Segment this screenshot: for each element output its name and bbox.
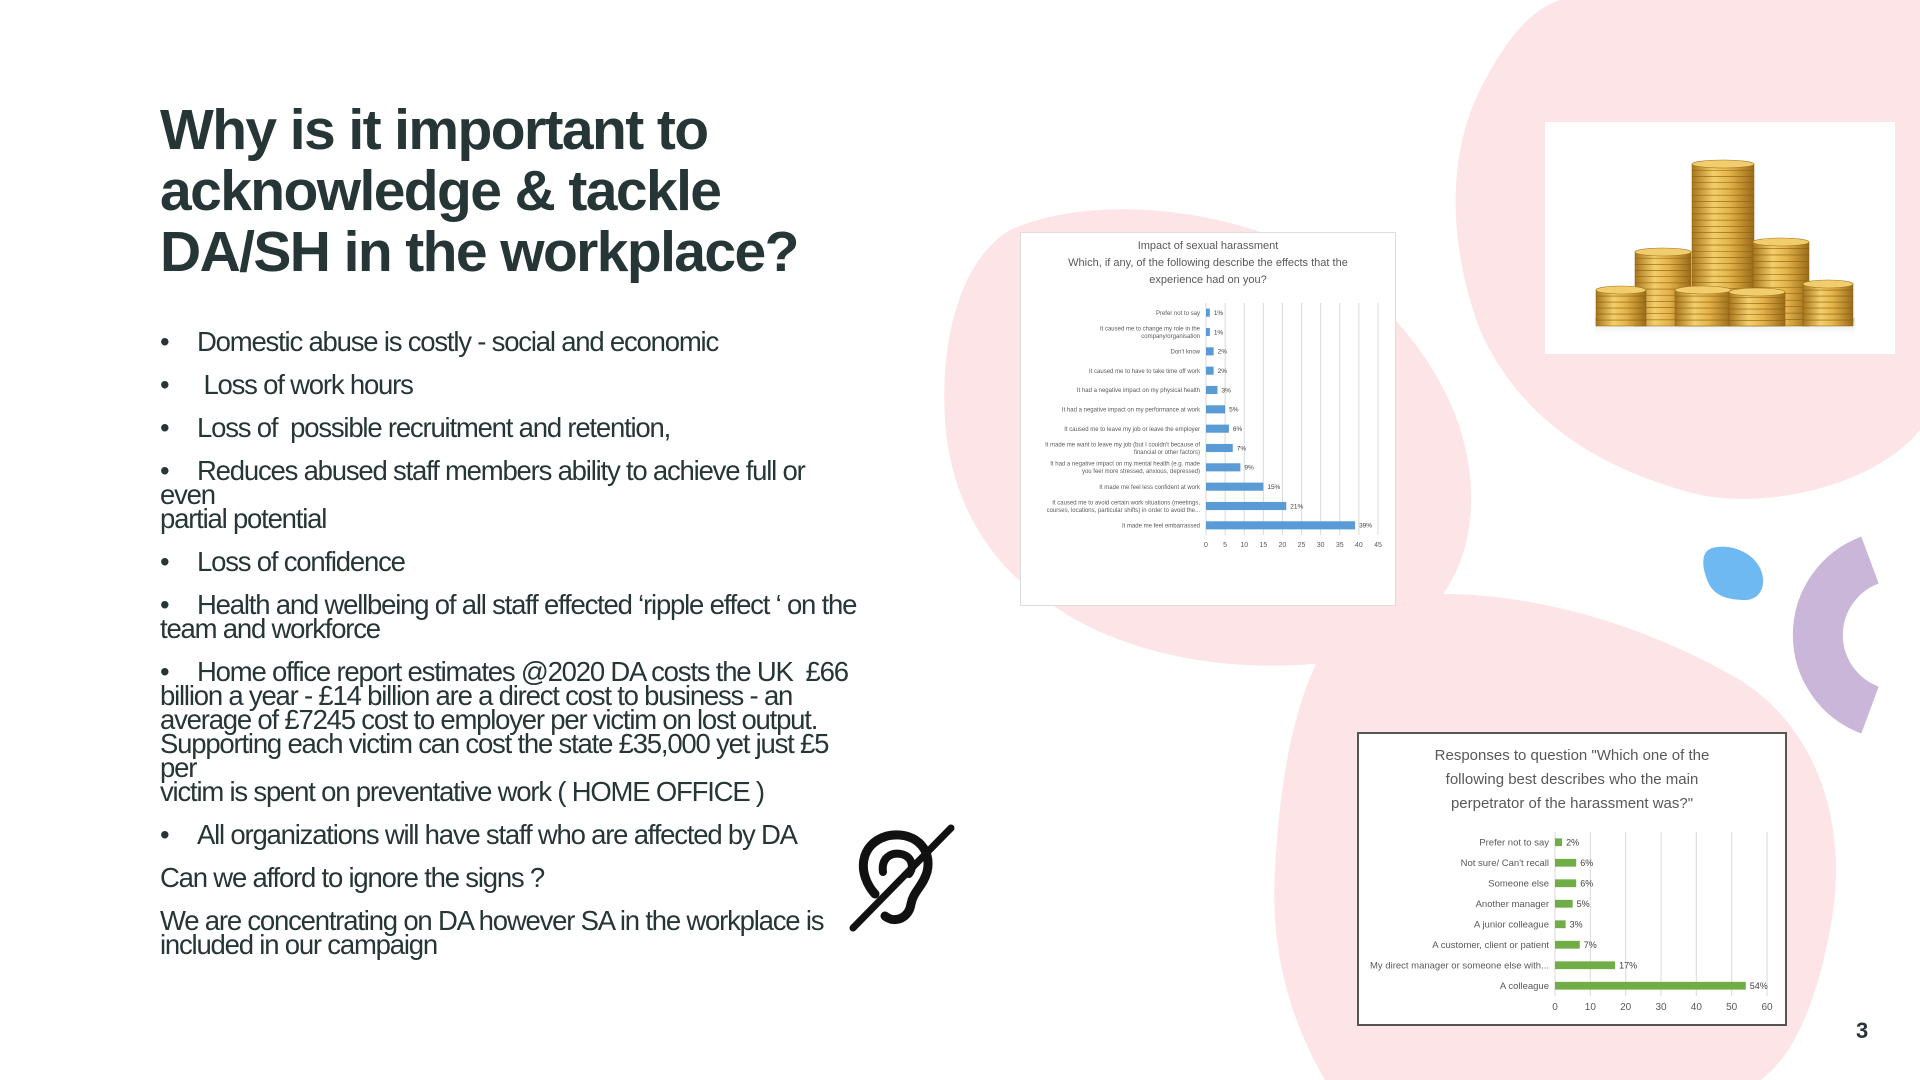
- coin: [1803, 314, 1853, 320]
- coin: [1729, 315, 1785, 321]
- chart-title-line: Impact of sexual harassment: [1137, 240, 1279, 252]
- deaf-ear-icon: [845, 822, 957, 934]
- bar-value-label: 6%: [1232, 425, 1243, 433]
- coin: [1635, 271, 1691, 277]
- x-tick-label: 45: [1374, 542, 1382, 549]
- bar: [1206, 309, 1210, 317]
- bullet-item: [160, 819, 860, 850]
- coin-top: [1596, 286, 1646, 294]
- coin: [1692, 257, 1754, 263]
- coin: [1596, 314, 1646, 320]
- x-tick-label: 50: [1726, 1002, 1738, 1013]
- category-label: courses, locations, particular shifts) in order to avoid the...: [1046, 507, 1200, 514]
- bullet-text: Health and wellbeing of all staff effected ‘ripple effect ‘ on the: [197, 589, 857, 620]
- category-label: It caused me to avoid certain work situations (meetings,: [1052, 500, 1200, 507]
- bullet-item: [160, 546, 860, 577]
- category-label: It caused me to have to take time off work: [1089, 368, 1200, 375]
- coin: [1692, 251, 1754, 257]
- category-label: My direct manager or someone else with...: [1370, 960, 1549, 972]
- category-label: A colleague: [1499, 981, 1549, 993]
- blue-blob: [1703, 547, 1763, 600]
- chart-main-perpetrator: [1357, 732, 1787, 1026]
- coin-top: [1635, 248, 1691, 256]
- x-tick-label: 40: [1690, 1002, 1702, 1013]
- bar-value-label: 3%: [1221, 387, 1231, 395]
- bullet-text: Loss of work hours: [197, 369, 413, 400]
- coin: [1753, 255, 1809, 261]
- coin: [1692, 183, 1754, 189]
- coin: [1675, 314, 1731, 320]
- bar: [1206, 502, 1286, 510]
- category-label: Someone else: [1488, 878, 1549, 890]
- bar-value-label: 21%: [1290, 503, 1304, 511]
- category-label: It made me want to leave my job (but I couldn't because of: [1045, 442, 1200, 449]
- bullet-marker: •: [160, 819, 169, 850]
- category-label: company/organisation: [1141, 333, 1200, 340]
- coin: [1803, 290, 1853, 296]
- coins-image: [1545, 122, 1895, 354]
- bar: [1206, 463, 1240, 471]
- coin: [1753, 248, 1809, 254]
- coin: [1675, 302, 1731, 308]
- coin: [1692, 170, 1754, 176]
- bullet-item: [160, 326, 860, 357]
- coin-stack: [1729, 288, 1785, 326]
- bar-value-label: 5%: [1576, 898, 1590, 909]
- coin: [1729, 303, 1785, 309]
- coin: [1753, 274, 1809, 280]
- closing-text: Can we afford to ignore the signs ?: [160, 862, 545, 893]
- bar: [1555, 838, 1562, 846]
- category-label: It made me feel less confident at work: [1099, 484, 1200, 491]
- category-label: A customer, client or patient: [1432, 940, 1549, 952]
- coin: [1692, 233, 1754, 239]
- coin: [1692, 189, 1754, 195]
- x-tick-label: 0: [1204, 542, 1208, 549]
- coin-top: [1692, 160, 1754, 168]
- bar: [1206, 444, 1233, 452]
- coin: [1729, 298, 1785, 304]
- bullet-item: [160, 656, 860, 807]
- x-tick-label: 20: [1620, 1002, 1632, 1013]
- category-label: It had a negative impact on my physical health: [1076, 388, 1200, 395]
- bullet-text: Supporting each victim can cost the state £35,000 yet just £5 per: [160, 728, 829, 783]
- category-label: It caused me to leave my job or leave the employer: [1064, 426, 1200, 433]
- coin: [1675, 320, 1731, 326]
- bar: [1555, 961, 1615, 969]
- coin: [1753, 281, 1809, 287]
- bar: [1206, 386, 1217, 394]
- coin: [1692, 239, 1754, 245]
- bullet-marker: •: [160, 369, 169, 400]
- bar-value-label: 9%: [1244, 464, 1254, 472]
- chart-title-line: Which, if any, of the following describe the effects that the: [1068, 257, 1348, 269]
- bar: [1206, 425, 1229, 433]
- bar-value-label: 5%: [1229, 406, 1239, 414]
- category-label: you feel more stressed, anxious, depressed): [1081, 469, 1200, 476]
- category-label: It made me feel embarrassed: [1121, 523, 1200, 530]
- coin: [1692, 245, 1754, 251]
- bar-value-label: 1%: [1213, 309, 1224, 317]
- coin: [1675, 296, 1731, 302]
- bar-value-label: 39%: [1359, 522, 1373, 530]
- title-line: Why is it important to: [160, 98, 708, 162]
- chart-title-line: experience had on you?: [1149, 274, 1267, 286]
- bar-value-label: 6%: [1580, 857, 1594, 868]
- category-label: Another manager: [1475, 899, 1549, 911]
- bar-value-label: 17%: [1619, 960, 1638, 971]
- x-tick-label: 0: [1552, 1002, 1558, 1013]
- bullet-list: [160, 326, 860, 976]
- bar-value-label: 2%: [1217, 367, 1228, 375]
- purple-arc: [1818, 560, 1870, 710]
- chart-title-line: Responses to question "Which one of the: [1434, 747, 1710, 764]
- bar-value-label: 2%: [1566, 837, 1580, 848]
- coin-top: [1753, 238, 1809, 246]
- bullet-marker: •: [160, 589, 169, 620]
- bar-value-label: 6%: [1580, 878, 1594, 889]
- bar-value-label: 15%: [1267, 483, 1281, 491]
- bar-value-label: 3%: [1569, 919, 1583, 930]
- bullet-text: Domestic abuse is costly - social and economic: [197, 326, 719, 357]
- category-label: Prefer not to say: [1479, 837, 1549, 849]
- coin: [1753, 268, 1809, 274]
- bullet-text: billion a year - £14 billion are a direct cost to business - an: [160, 680, 793, 711]
- x-tick-label: 25: [1297, 542, 1306, 549]
- x-tick-label: 30: [1655, 1002, 1667, 1013]
- coin: [1803, 296, 1853, 302]
- x-tick-label: 5: [1223, 542, 1228, 549]
- category-label: Not sure/ Can't recall: [1460, 858, 1549, 870]
- bar-value-label: 54%: [1749, 980, 1768, 991]
- category-label: It had a negative impact on my mental health (e.g. made: [1050, 461, 1200, 468]
- bullet-text: All organizations will have staff who are affected by DA: [197, 819, 797, 850]
- chart-impact-of-sexual-harassment: [1020, 232, 1396, 606]
- bullet-text: Home office report estimates @2020 DA costs the UK £66: [197, 656, 848, 687]
- coin: [1635, 277, 1691, 283]
- coin: [1596, 296, 1646, 302]
- bar-value-label: 1%: [1213, 329, 1224, 337]
- chart-perpetrator-svg: [1359, 734, 1785, 1024]
- bar: [1555, 879, 1576, 887]
- bullet-text: Reduces abused staff members ability to achieve full or even: [160, 455, 805, 510]
- bullet-marker: •: [160, 656, 169, 687]
- coin: [1596, 308, 1646, 314]
- category-label: It caused me to change my role in the: [1099, 326, 1200, 333]
- coin: [1692, 214, 1754, 220]
- page-number: 3: [1856, 1018, 1869, 1043]
- coin: [1692, 276, 1754, 282]
- bullet-item: [160, 412, 860, 443]
- bullet-text: victim is spent on preventative work ( HOME OFFICE ): [160, 776, 764, 807]
- title-line: acknowledge & tackle: [160, 159, 721, 223]
- coin: [1692, 201, 1754, 207]
- bullet-marker: •: [160, 546, 169, 577]
- bullet-marker: •: [160, 326, 169, 357]
- x-tick-label: 60: [1761, 1002, 1773, 1013]
- chart-impact-svg: [1021, 233, 1395, 605]
- coin-top: [1803, 280, 1853, 288]
- coin: [1692, 176, 1754, 182]
- coin: [1596, 320, 1646, 326]
- x-tick-label: 20: [1278, 542, 1287, 549]
- coin: [1635, 258, 1691, 264]
- bar: [1555, 920, 1566, 928]
- category-label: It had a negative impact on my performance at work: [1061, 407, 1200, 414]
- coin: [1692, 226, 1754, 232]
- bullet-text: team and workforce: [160, 613, 380, 644]
- bar: [1206, 521, 1355, 529]
- bar: [1555, 941, 1580, 949]
- bar: [1206, 347, 1214, 355]
- bullet-text: partial potential: [160, 503, 327, 534]
- x-tick-label: 15: [1259, 542, 1268, 549]
- coin: [1692, 208, 1754, 214]
- bar: [1206, 483, 1263, 491]
- bar: [1206, 328, 1210, 336]
- x-tick-label: 35: [1335, 542, 1344, 549]
- coin: [1692, 220, 1754, 226]
- coin: [1692, 195, 1754, 201]
- coin: [1729, 320, 1785, 326]
- bullet-marker: •: [160, 455, 169, 486]
- coin: [1803, 308, 1853, 314]
- coin: [1692, 264, 1754, 270]
- bullet-text: Loss of confidence: [197, 546, 405, 577]
- closing-question: [160, 862, 860, 893]
- bar: [1555, 900, 1573, 908]
- bar: [1206, 405, 1225, 413]
- bar-value-label: 7%: [1583, 939, 1597, 950]
- x-tick-label: 10: [1584, 1002, 1596, 1013]
- bar-value-label: 7%: [1236, 445, 1247, 453]
- category-label: A junior colleague: [1474, 919, 1549, 931]
- slide-title: [160, 100, 880, 283]
- bullet-text: Loss of possible recruitment and retention,: [197, 412, 671, 443]
- bar-value-label: 2%: [1217, 348, 1228, 356]
- category-label: Don't know: [1170, 349, 1200, 356]
- x-tick-label: 10: [1240, 542, 1249, 549]
- coin: [1729, 309, 1785, 315]
- chart-title-line: following best describes who the main: [1445, 771, 1699, 788]
- x-tick-label: 40: [1354, 542, 1363, 549]
- category-label: Prefer not to say: [1155, 310, 1200, 317]
- coin-top: [1675, 286, 1731, 294]
- x-tick-label: 30: [1316, 542, 1325, 549]
- closing-note: [160, 905, 860, 960]
- title-line: DA/SH in the workplace?: [160, 220, 798, 284]
- coin: [1692, 270, 1754, 276]
- coin-top: [1729, 288, 1785, 296]
- coin: [1753, 261, 1809, 267]
- closing-text: We are concentrating on DA however SA in the workplace is: [160, 905, 824, 936]
- coin: [1803, 320, 1853, 326]
- coin-stack: [1596, 286, 1646, 326]
- coin-stack-image: [1545, 122, 1895, 354]
- coin: [1675, 308, 1731, 314]
- bar: [1555, 859, 1576, 867]
- bullet-text: average of £7245 cost to employer per victim on lost output.: [160, 704, 818, 735]
- chart-title-line: perpetrator of the harassment was?": [1450, 795, 1694, 812]
- closing-text: included in our campaign: [160, 929, 437, 960]
- coin: [1635, 264, 1691, 270]
- bar: [1206, 367, 1214, 375]
- coin: [1596, 302, 1646, 308]
- coin-stack: [1803, 280, 1853, 326]
- bar: [1555, 982, 1746, 990]
- bullet-item: [160, 589, 860, 644]
- category-label: financial or other factors): [1133, 449, 1200, 456]
- bullet-item: [160, 369, 860, 400]
- bullet-item: [160, 455, 860, 534]
- bullet-marker: •: [160, 412, 169, 443]
- coin-stack: [1675, 286, 1731, 326]
- coin: [1803, 302, 1853, 308]
